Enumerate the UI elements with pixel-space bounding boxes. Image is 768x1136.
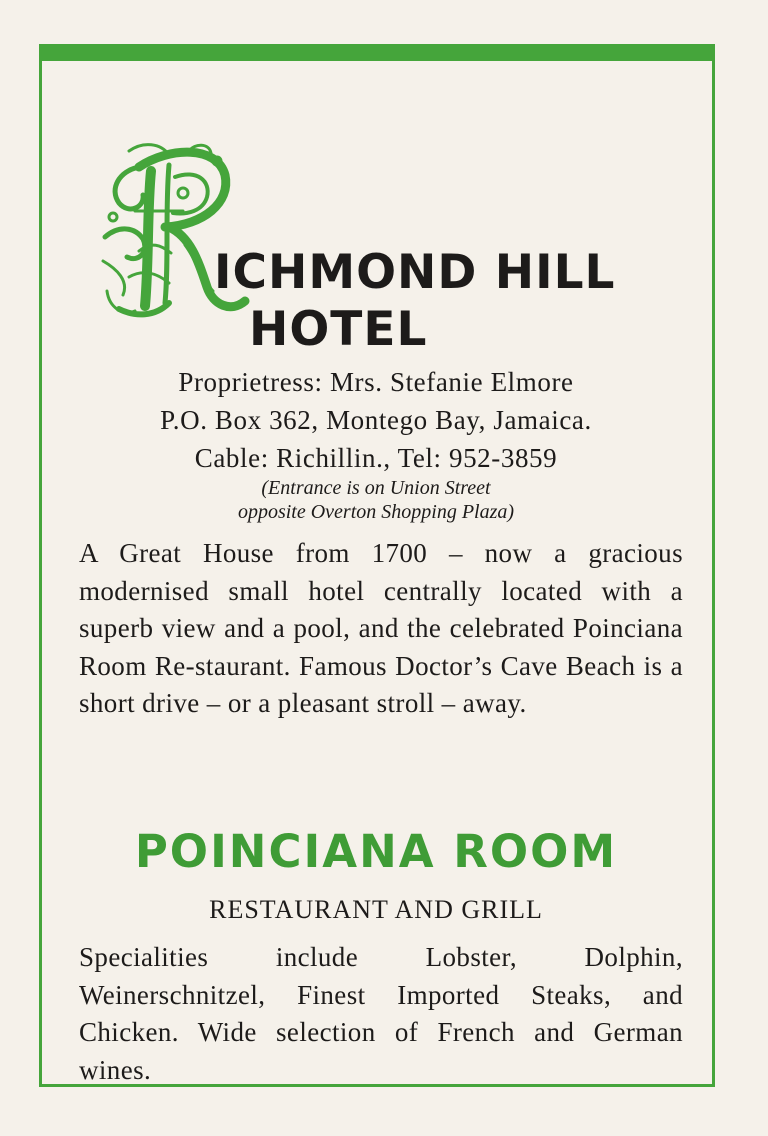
address-line: P.O. Box 362, Montego Bay, Jamaica. <box>160 405 592 435</box>
restaurant-name: POINCIANA ROOM <box>134 825 618 878</box>
hotel-name-line-1: ICHMOND HILL <box>214 245 616 300</box>
hotel-description: A Great House from 1700 – now a gracious modernised small hotel centrally located with a superb view and a pool, and the celebrated Poinciana Room Re-staurant. Famous Doctor’s Cave Beach is a short drive – or a pleasant stroll – away. <box>79 538 683 718</box>
cable-telephone-line: Cable: Richillin., Tel: 952-3859 <box>194 443 558 473</box>
restaurant-specialities: Specialities include Lobster, Dolphin, Weinerschnitzel, Finest Imported Steaks, and Chicken. Wide selection of French and German wines. <box>79 942 683 1085</box>
hotel-name-line-2: HOTEL <box>249 302 428 357</box>
entrance-note-line-2: opposite Overton Shopping Plaza) <box>237 501 515 523</box>
entrance-note-line-1: (Entrance is on Union Street <box>261 477 491 499</box>
proprietress-line: Proprietress: Mrs. Stefanie Elmore <box>178 367 574 397</box>
restaurant-subtitle: RESTAURANT AND GRILL <box>209 895 543 924</box>
advertisement-frame <box>39 44 715 1087</box>
